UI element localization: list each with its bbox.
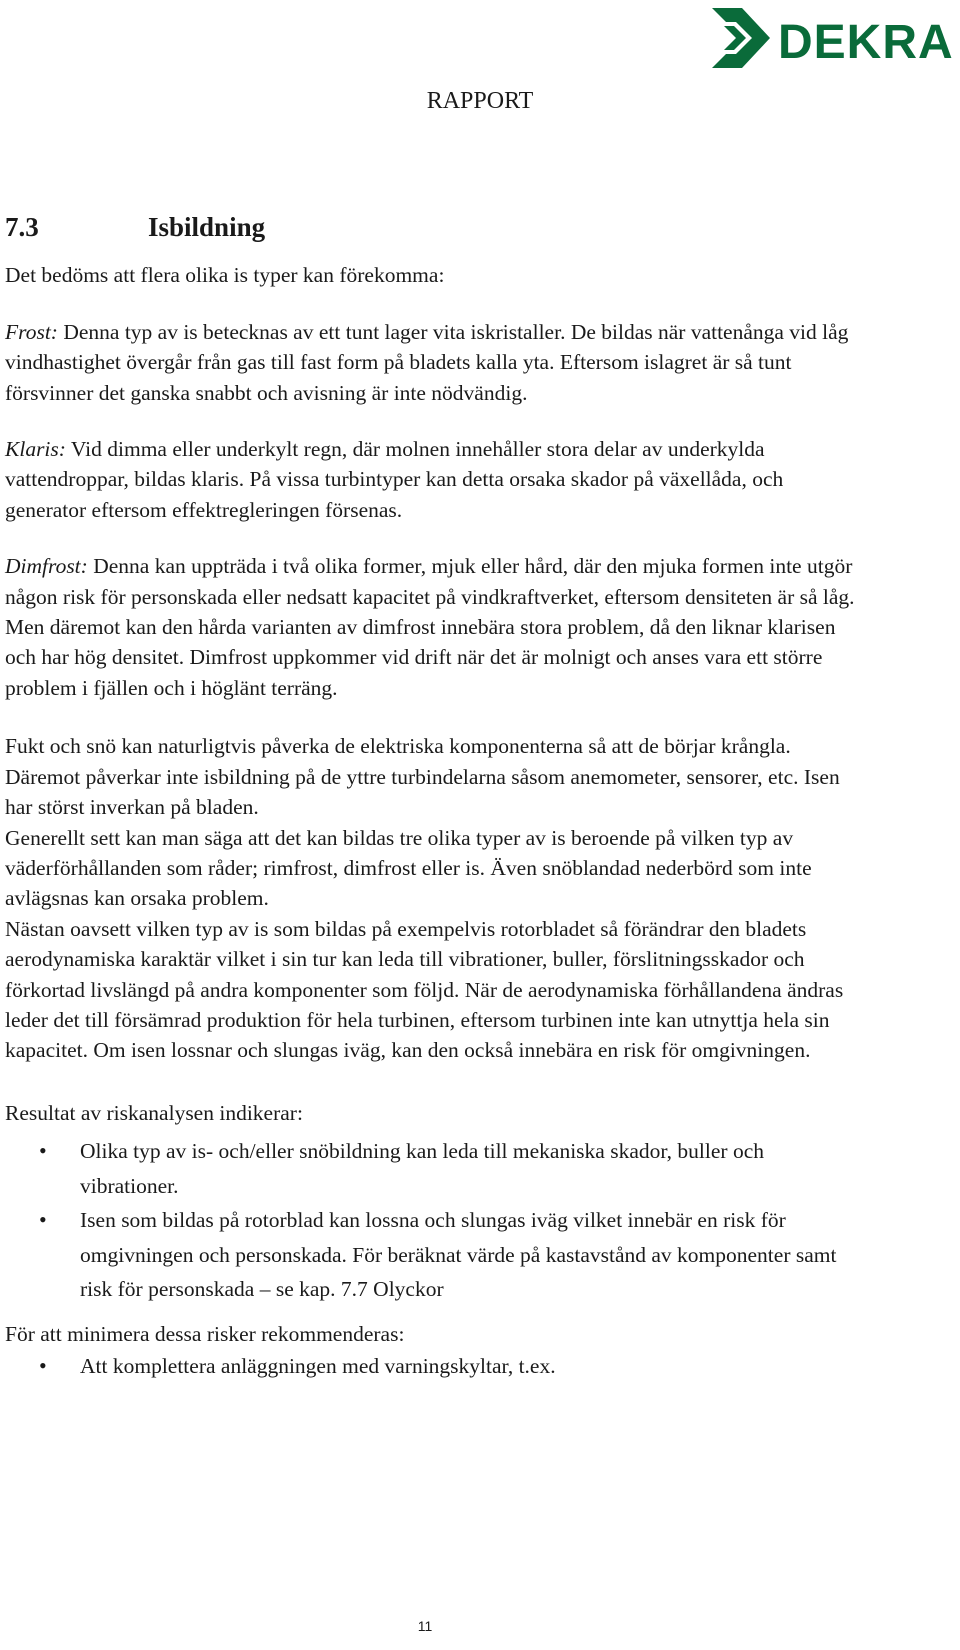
ice-type-klaris [5, 434, 855, 525]
list-item: • Olika typ av is- och/eller snöbildning kan leda till mekaniska skador, buller och vibrationer. [5, 1134, 855, 1203]
list-item: • Isen som bildas på rotorblad kan lossna och slungas iväg vilket innebär en risk för omgivningen och personskada. För beräknat värde på kastavstånd av komponenter samt risk för personskada – se kap. 7.7 Olyckor [5, 1203, 855, 1307]
list-item: • Att komplettera anläggningen med varningskyltar, t.ex. [5, 1349, 855, 1384]
ice-type-label: Klaris: [5, 437, 66, 462]
bullet-icon: • [39, 1138, 47, 1164]
ice-type-text: Denna typ av is betecknas av ett tunt lager vita iskristaller. De bildas när vattenånga vid låg vindhastighet övergår från gas till fast form på bladets kalla yta. Eftersom islagret är så tunt försvinner det ganska snabbt och avisning är inte nödvändig. [5, 319, 849, 405]
ice-type-frost [5, 317, 855, 408]
recommendations-list [5, 1349, 855, 1384]
ice-type-text: Denna kan uppträda i två olika former, mjuk eller hård, där den mjuka formen inte utgör någon risk för personskada eller nedsatt kapacitet på vindkraftverket, eftersom densiteten är så låg. Men däremot kan den hårda varianten av dimfrost innebära stora problem, då den liknar klarisen och har hög densitet. Dimfrost uppkommer vid drift när det är molnigt och anses vara ett större problem i fjällen och i höglänt terräng. [5, 554, 855, 700]
ice-type-dimfrost [5, 551, 855, 703]
risk-analysis-list [5, 1134, 855, 1307]
section-heading [5, 212, 855, 242]
body-paragraph: Nästan oavsett vilken typ av is som bildas på exempelvis rotorbladet så förändrar den bladets aerodynamiska karaktär vilket i sin tur kan leda till vibrationer, buller, förslitningsskador och förkortad livslängd på andra komponenter som följd. När de aerodynamiska förhållandena ändras leder det till försämrad produktion för hela turbinen, eftersom turbinen inte kan utnyttja hela sin kapacitet. Om isen lossnar och slungas iväg, kan den också innebära en risk för omgivningen. [5, 916, 844, 1063]
document-body [5, 212, 855, 1396]
intro-paragraph: Det bedöms att flera olika is typer kan förekomma: [5, 263, 445, 288]
section-number: 7.3 [5, 212, 39, 242]
page-number: 11 [417, 1618, 433, 1634]
body-paragraph: Generellt sett kan man säga att det kan bildas tre olika typer av is beroende på vilken typ av väderförhållanden som råder; rimfrost, dimfrost eller is. Även snöblandad nederbörd som inte avlägsnas kan orsaka problem. [5, 825, 812, 911]
bullet-icon: • [39, 1353, 47, 1379]
recommendations-intro: För att minimera dessa risker rekommenderas: [5, 1321, 405, 1346]
section-title: Isbildning [148, 212, 266, 242]
ice-type-label: Dimfrost: [5, 554, 88, 579]
logo-wordmark: DEKRA [778, 16, 954, 69]
body-paragraph: Fukt och snö kan naturligtvis påverka de elektriska komponenterna så att de börjar krångla. Däremot påverkar inte isbildning på de yttre turbindelarna såsom anemometer, sensorer, etc. Isen har störst inverkan på bladen. [5, 734, 840, 820]
ice-type-text: Vid dimma eller underkylt regn, där molnen innehåller stora delar av underkylda vattendroppar, bildas klaris. På vissa turbintyper kan detta orsaka skador på växellåda, och generator eftersom effektregleringen försenas. [5, 437, 784, 522]
dekra-logo [706, 4, 956, 74]
bullet-icon: • [39, 1207, 47, 1233]
risk-analysis-intro: Resultat av riskanalysen indikerar: [5, 1100, 303, 1125]
report-label: RAPPORT [426, 88, 534, 114]
ice-type-label: Frost: [5, 319, 58, 344]
